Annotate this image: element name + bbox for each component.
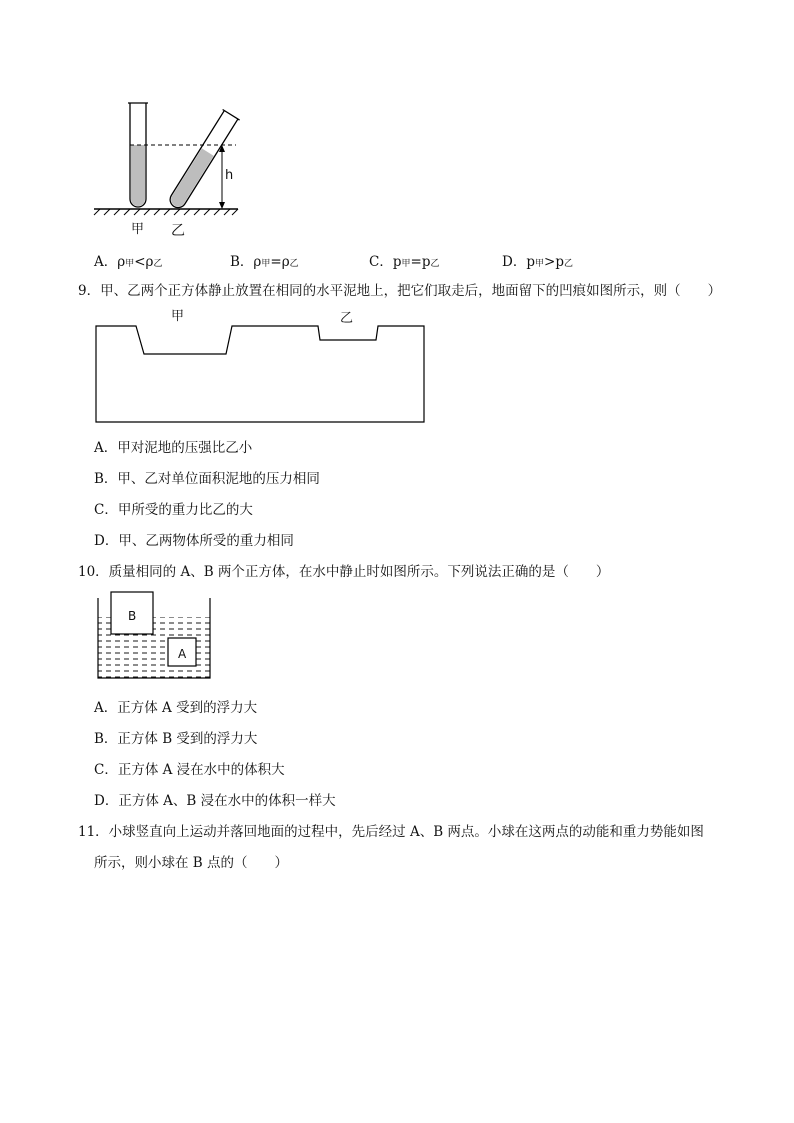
water-tank-figure bbox=[96, 590, 214, 682]
q8-option-c[interactable]: C．p甲=p乙 bbox=[369, 254, 440, 270]
q8-option-b[interactable]: B．ρ甲=ρ乙 bbox=[230, 254, 299, 270]
q9-option-d[interactable]: D．甲、乙两物体所受的重力相同 bbox=[94, 533, 294, 549]
q9-stem: 9．甲、乙两个正方体静止放置在相同的水平泥地上，把它们取走后，地面留下的凹痕如图所示，则（ ） bbox=[78, 283, 722, 299]
q10-option-c[interactable]: C．正方体 A 浸在水中的体积大 bbox=[94, 762, 285, 778]
q11-stem-line2: 所示，则小球在 B 点的（ ） bbox=[94, 855, 289, 871]
q8-option-a[interactable]: A．ρ甲<ρ乙 bbox=[94, 254, 163, 270]
tube-label-h: h bbox=[225, 168, 234, 183]
q10-option-b[interactable]: B．正方体 B 受到的浮力大 bbox=[94, 731, 258, 747]
dent-label-yi: 乙 bbox=[340, 311, 354, 326]
tube-label-jia: 甲 bbox=[131, 222, 145, 237]
q9-option-a[interactable]: A．甲对泥地的压强比乙小 bbox=[94, 440, 253, 456]
mud-dent-figure bbox=[94, 320, 426, 424]
q10-option-a[interactable]: A．正方体 A 受到的浮力大 bbox=[94, 700, 258, 716]
q10-stem: 10．质量相同的 A、B 两个正方体，在水中静止时如图所示。下列说法正确的是（ ） bbox=[78, 564, 610, 580]
q10-option-d[interactable]: D．正方体 A、B 浸在水中的体积一样大 bbox=[94, 793, 336, 809]
block-label-b: B bbox=[128, 609, 137, 623]
block-label-a: A bbox=[178, 647, 187, 661]
q9-option-c[interactable]: C．甲所受的重力比乙的大 bbox=[94, 502, 253, 518]
q8-option-d[interactable]: D．p甲>p乙 bbox=[502, 254, 573, 270]
dent-label-jia: 甲 bbox=[171, 309, 185, 324]
q9-option-b[interactable]: B．甲、乙对单位面积泥地的压力相同 bbox=[94, 471, 320, 487]
tube-label-yi: 乙 bbox=[171, 223, 185, 239]
q11-stem-line1: 11．小球竖直向上运动并落回地面的过程中，先后经过 A、B 两点。小球在这两点的动能和重力势能如图 bbox=[78, 824, 704, 840]
